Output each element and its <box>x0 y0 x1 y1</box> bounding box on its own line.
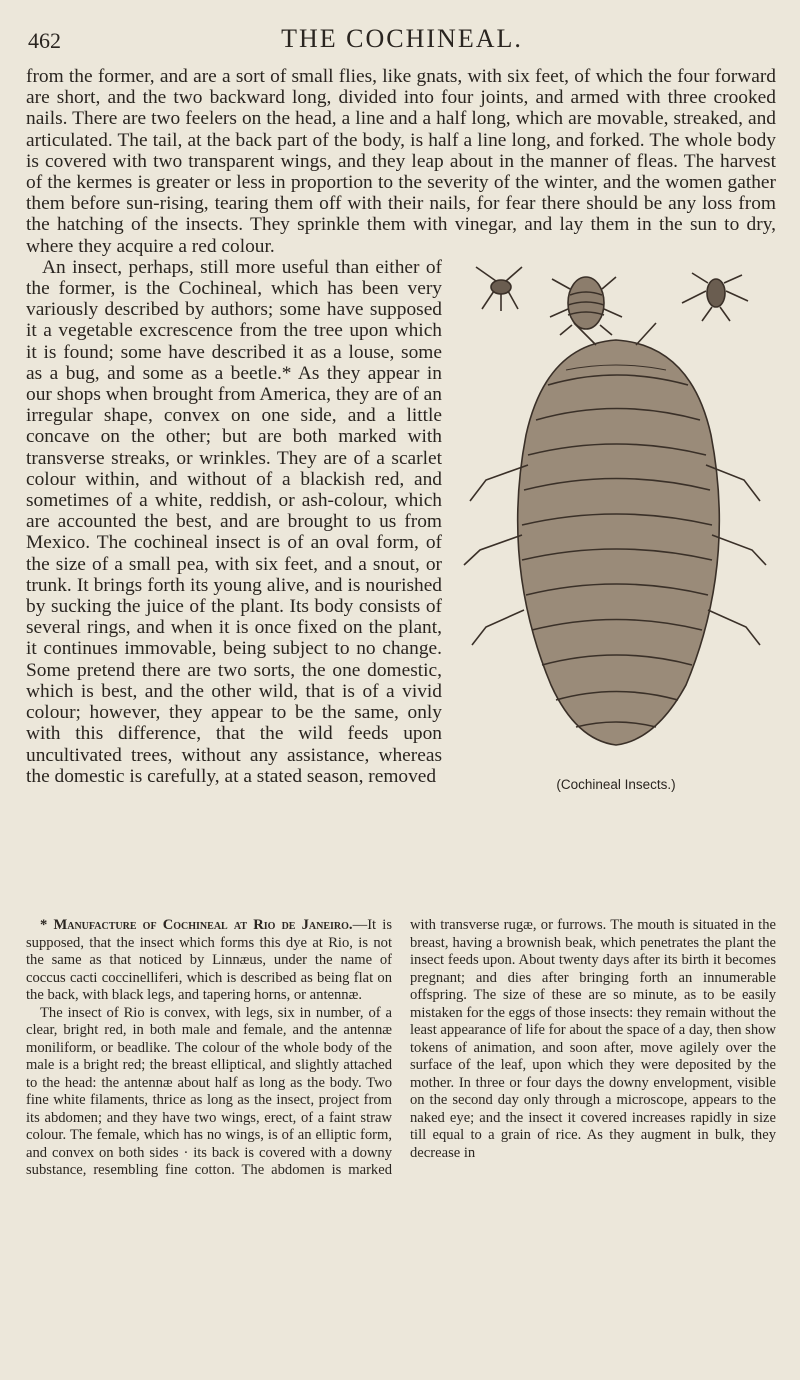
main-text <box>26 66 776 797</box>
cochineal-insects-illustration <box>456 265 776 770</box>
footnote-first-paragraph <box>26 917 392 1005</box>
paragraph-cochineal: An insect, perhaps, still more useful than either of the former, is the Cochineal, which has been very variously described by authors; some have supposed it a vegetable excrescence from the tree upon which it is found; some have described it as a louse, some as a bug, and some as a beetle.* As they appear in our shops when brought from America, they are of an irregular shape, convex on one side, and a little concave on the other; but are both marked with transverse streaks, or wrinkles. They are of a scarlet colour within, and without of a blackish red, and sometimes of a white, reddish, or ash-colour, which are accounted the best, and are brought to us from Mexico. The cochineal insect is of an oval form, of the size of a small pea, with six feet, and a snout, or trunk. It brings forth its young alive, and is nourished by sucking the juice of the plant. Its body consists of several rings, and when it is once fixed on the plant, it continues immovable, being subject to no change. Some pretend there are two sorts, the one domestic, which is best, and the other wild, that is of a vivid colour; however, they appear to be the same, only with this difference, that the wild feeds upon uncultivated trees, without any assistance, whereas the domestic is carefully, at a stated season, removed <box>26 256 442 787</box>
paragraph-kermes: from the former, and are a sort of small flies, like gnats, with six feet, of which the four forward are short, and the two backward long, divided into four joints, and armed with three crooked nails. There are two feelers on the head, a line and a half long, which are movable, streaked, and articulated. The tail, at the back part of the body, is half a line long, and forked. The whole body is covered with two transparent wings, and they leap about in the manner of fleas. The harvest of the kermes is greater or less in proportion to the severity of the winter, and the women gather them before sun-rising, tearing them off with their nails, for fear there should be any loss from the hatching of the insects. They sprinkle them with vinegar, and lay them in the sun to dry, where they acquire a red colour. <box>26 66 776 257</box>
footnote-heading: * Manufacture of Cochineal at Rio de Janeiro. <box>40 917 353 933</box>
footnote-second-paragraph: The insect of Rio is convex, with legs, six in number, of a clear, bright red, in both male and female, and the antennæ moniliform, or beadlike. The colour of the whole body of the male is a bright red; the breast elliptical, and slightly attached to the head: the antennæ about half as long as the body. Two fine white filaments, thrice as long as the insect, project from its abdomen; and they have two wings, erect, of a faint straw colour. The female, which has no wings, is of an elliptic form, and convex on both sides · its back is covered with a downy substance, resembling fine cotton. The abdomen is marked with transverse rugæ, or furrows. The mouth is situated in the breast, having a brownish beak, which penetrates the plant the insect feeds upon. About twenty days after its birth it becomes pregnant; and dies after bringing forth an innumerable offspring. The size of these are so minute, as to be easily mistaken for the eggs of those insects: they remain without the least appearance of life for about the space of a day, then show tokens of animation, and soon after, move agilely over the surface of the leaf, upon which they were deposited by the mother. In three or four days the downy envelopment, visible on the second day only through a microscope, appears to the naked eye; and the insect it covered increases rapidly in size till equal to a grain of rice. As they augment in bulk, they decrease in <box>26 917 776 1178</box>
footnote-columns <box>26 917 776 1337</box>
page-header <box>28 20 776 60</box>
winged-male-insect-left <box>476 267 522 311</box>
large-cochineal-insect <box>464 323 766 745</box>
running-title: THE COCHINEAL. <box>281 24 523 53</box>
page-number: 462 <box>28 28 61 53</box>
winged-male-insect-right <box>682 273 748 321</box>
figure-caption: (Cochineal Insects.) <box>556 776 676 792</box>
cochineal-figure <box>456 265 776 795</box>
footnote-text: —It is supposed, that the insect which forms this dye at Rio, is not the same as that noticed by Linnæus, under the name of coccus cacti coccinelliferi, which is described as being flat on the back, with black legs, and tapering horns, or antennæ. <box>26 917 393 1003</box>
female-insect-top <box>550 277 622 335</box>
